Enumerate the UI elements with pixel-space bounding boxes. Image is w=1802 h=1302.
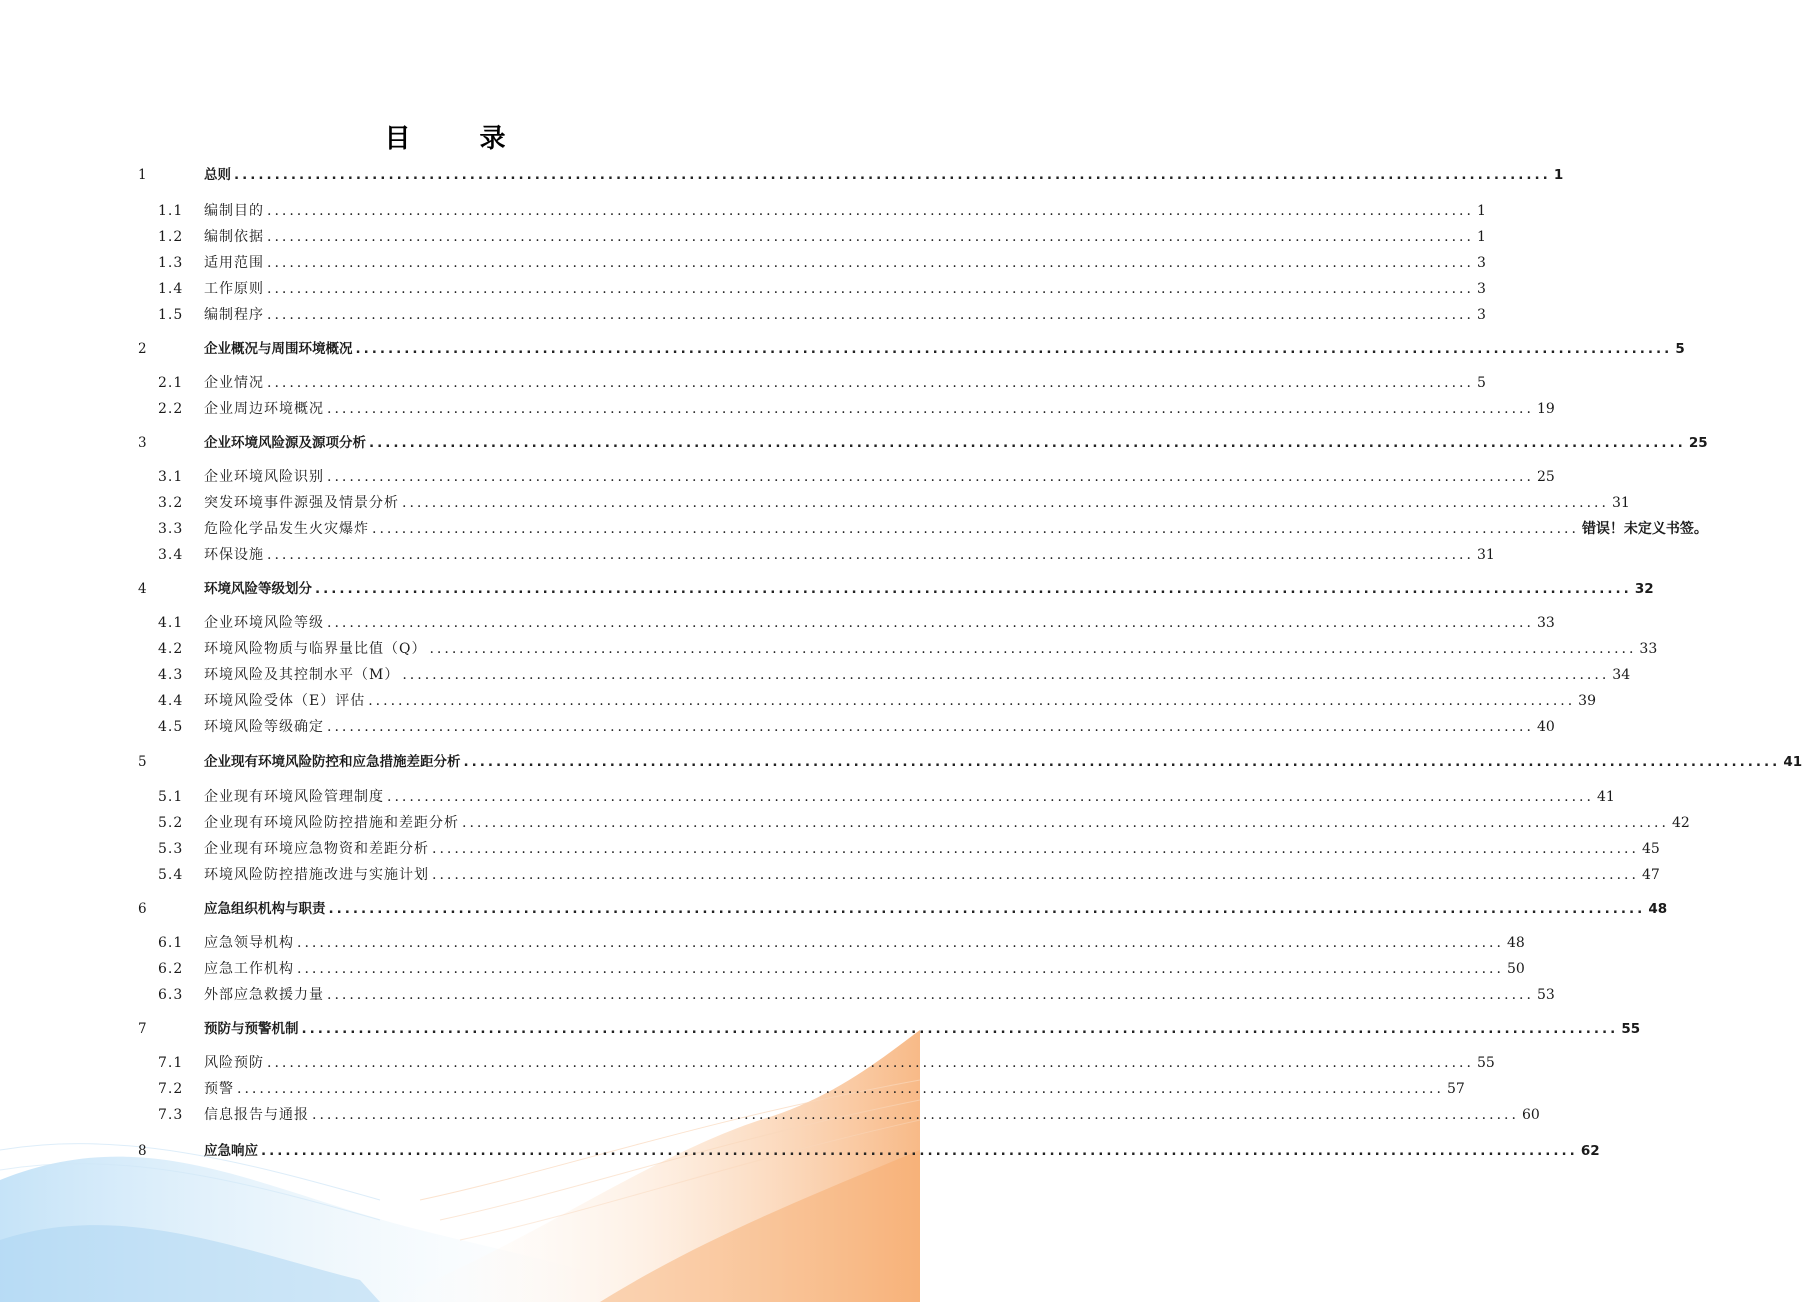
toc-dot-leader: ..................................................................................................................................................................: [387, 789, 1594, 805]
toc-dot-leader: ..................................................................................................................................................................: [327, 469, 1534, 485]
toc-entry-title: 环境风险等级划分: [204, 581, 312, 597]
toc-entry[interactable]: [138, 747, 1802, 771]
toc-dot-leader: ..................................................................................................................................................................: [327, 719, 1534, 735]
toc-entry-page: 1: [1476, 203, 1486, 219]
toc-entry-title: 编制依据: [204, 229, 264, 245]
toc-entry[interactable]: [138, 660, 1631, 684]
toc-entry[interactable]: [138, 160, 1564, 184]
toc-dot-leader: ..................................................................................................................................................................: [355, 341, 1673, 357]
toc-entry[interactable]: [138, 1136, 1600, 1160]
toc-entry-page: 47: [1641, 867, 1660, 883]
toc-entry-page: 55: [1476, 1055, 1495, 1071]
toc-dot-leader: ..................................................................................................................................................................: [372, 521, 1579, 537]
toc-entry-title: 企业环境风险等级: [204, 615, 324, 631]
toc-entry-number: 1.1: [158, 203, 184, 219]
toc-entry-page: 33: [1536, 615, 1555, 631]
toc-entry-number: 4.1: [158, 615, 184, 631]
toc-entry[interactable]: [138, 488, 1630, 512]
toc-entry-title: 企业情况: [204, 375, 264, 391]
toc-entry-number: 1: [138, 167, 147, 183]
toc-entry-page: 40: [1536, 719, 1555, 735]
toc-entry-title: 企业环境风险识别: [204, 469, 324, 485]
toc-entry-number: 4.4: [158, 693, 184, 709]
toc-dot-leader: ..................................................................................................................................................................: [312, 1107, 1519, 1123]
toc-dot-leader: ..................................................................................................................................................................: [267, 1055, 1474, 1071]
toc-entry-page: 53: [1536, 987, 1555, 1003]
toc-entry-title: 环境风险防控措施改进与实施计划: [204, 867, 429, 883]
toc-entry-number: 4.3: [158, 667, 184, 683]
toc-dot-leader: ..................................................................................................................................................................: [267, 307, 1474, 323]
toc-entry-page: 42: [1671, 815, 1690, 831]
toc-entry[interactable]: [138, 686, 1596, 710]
toc-entry-number: 1.5: [158, 307, 184, 323]
toc-entry-title: 工作原则: [204, 281, 264, 297]
toc-entry-number: 7.3: [158, 1107, 184, 1123]
toc-entry-title: 风险预防: [204, 1055, 264, 1071]
toc-entry-page: 34: [1612, 667, 1631, 683]
toc-entry-number: 3: [138, 435, 147, 451]
toc-entry-title: 外部应急救援力量: [204, 987, 324, 1003]
toc-entry-title: 编制程序: [204, 307, 264, 323]
toc-dot-leader: ..................................................................................................................................................................: [297, 935, 1504, 951]
toc-dot-leader: ..................................................................................................................................................................: [369, 435, 1686, 451]
toc-entry-number: 6: [138, 901, 147, 917]
toc-entry-title: 预防与预警机制: [204, 1021, 299, 1037]
toc-entry-title: 预警: [204, 1081, 234, 1097]
toc-entry-page: 5: [1675, 341, 1685, 357]
toc-entry[interactable]: [138, 894, 1668, 918]
toc-entry-title: 环保设施: [204, 547, 264, 563]
toc-entry-title: 企业现有环境风险管理制度: [204, 789, 384, 805]
toc-entry[interactable]: [138, 196, 1486, 220]
toc-entry[interactable]: [138, 782, 1615, 806]
toc-entry-title: 环境风险受体（E）评估: [204, 693, 366, 709]
toc-entry[interactable]: [138, 540, 1495, 564]
toc-entry[interactable]: [138, 808, 1690, 832]
toc-entry-number: 3.4: [158, 547, 184, 563]
toc-entry-title: 总则: [204, 167, 231, 183]
toc-entry[interactable]: [138, 1074, 1465, 1098]
toc-entry-number: 3.1: [158, 469, 184, 485]
toc-dot-leader: ..................................................................................................................................................................: [301, 1021, 1619, 1037]
toc-dot-leader: ..................................................................................................................................................................: [267, 229, 1474, 245]
toc-dot-leader: ..................................................................................................................................................................: [315, 581, 1632, 597]
toc-entry-page: 3: [1476, 307, 1486, 323]
toc-entry-title: 环境风险等级确定: [204, 719, 324, 735]
toc-dot-leader: ..................................................................................................................................................................: [327, 401, 1534, 417]
toc-entry-title: 企业周边环境概况: [204, 401, 324, 417]
toc-entry[interactable]: [138, 608, 1555, 632]
toc-dot-leader: ..................................................................................................................................................................: [267, 547, 1474, 563]
toc-entry-number: 6.3: [158, 987, 184, 1003]
toc-dot-leader: ..................................................................................................................................................................: [327, 987, 1534, 1003]
toc-dot-leader: ..................................................................................................................................................................: [267, 375, 1474, 391]
toc-entry-page: 32: [1634, 581, 1654, 597]
toc-entry[interactable]: [138, 394, 1555, 418]
toc-entry-title: 企业环境风险源及源项分析: [204, 435, 366, 451]
toc-dot-leader: ..................................................................................................................................................................: [261, 1143, 1578, 1159]
toc-entry-number: 1.2: [158, 229, 184, 245]
toc-entry-title: 环境风险及其控制水平（M）: [204, 667, 400, 683]
toc-entry-number: 6.2: [158, 961, 184, 977]
toc-entry-title: 企业概况与周围环境概况: [204, 341, 353, 357]
toc-entry-page: 62: [1580, 1143, 1600, 1159]
toc-dot-leader: ..................................................................................................................................................................: [368, 693, 1576, 709]
toc-entry-page: 19: [1536, 401, 1555, 417]
toc-entry[interactable]: [138, 574, 1654, 598]
toc-entry-number: 1.4: [158, 281, 184, 297]
toc-entry-title: 信息报告与通报: [204, 1107, 309, 1123]
toc-entry[interactable]: [138, 368, 1486, 392]
toc-entry-page: 41: [1783, 754, 1802, 770]
toc-entry-number: 4.2: [158, 641, 184, 657]
toc-entry[interactable]: [138, 1100, 1540, 1124]
toc-entry-number: 7.2: [158, 1081, 184, 1097]
toc-dot-leader: ..................................................................................................................................................................: [267, 281, 1474, 297]
toc-entry[interactable]: [138, 274, 1486, 298]
toc-entry-page: 25: [1536, 469, 1555, 485]
toc-entry-page: 1: [1553, 167, 1564, 183]
toc-entry-title: 应急工作机构: [204, 961, 294, 977]
toc-entry-page: 41: [1596, 789, 1615, 805]
toc-entry-number: 1.3: [158, 255, 184, 271]
toc-entry-number: 2.2: [158, 401, 184, 417]
toc-entry-number: 5.4: [158, 867, 184, 883]
toc-dot-leader: ..................................................................................................................................................................: [234, 167, 1551, 183]
toc-entry-number: 3.2: [158, 495, 184, 511]
toc-entry-number: 2: [138, 341, 147, 357]
toc-dot-leader: ..................................................................................................................................................................: [327, 615, 1534, 631]
toc-entry-title: 危险化学品发生火灾爆炸: [204, 521, 369, 537]
toc-entry-page: 55: [1621, 1021, 1641, 1037]
toc-dot-leader: ..................................................................................................................................................................: [432, 867, 1639, 883]
toc-dot-leader: ..................................................................................................................................................................: [267, 255, 1474, 271]
toc-entry-number: 4: [138, 581, 147, 597]
toc-entry[interactable]: [138, 222, 1486, 246]
toc-entry-page: 5: [1476, 375, 1486, 391]
toc-entry-page: 50: [1506, 961, 1525, 977]
toc-title: 目 录: [384, 124, 536, 154]
toc-entry-title: 编制目的: [204, 203, 264, 219]
toc-entry-page: 3: [1476, 281, 1486, 297]
toc-entry-number: 5.3: [158, 841, 184, 857]
toc-entry-page: 33: [1639, 641, 1658, 657]
toc-entry-page: 1: [1476, 229, 1486, 245]
toc-entry-number: 5.1: [158, 789, 184, 805]
toc-entry[interactable]: [138, 462, 1555, 486]
toc-entry[interactable]: [138, 1048, 1495, 1072]
toc-entry-title: 环境风险物质与临界量比值（Q）: [204, 641, 427, 657]
toc-entry-number: 8: [138, 1143, 147, 1159]
toc-entry-title: 适用范围: [204, 255, 264, 271]
toc-dot-leader: ..................................................................................................................................................................: [432, 841, 1639, 857]
toc-entry-number: 5.2: [158, 815, 184, 831]
toc-dot-leader: ..................................................................................................................................................................: [237, 1081, 1444, 1097]
toc-entry-page: 45: [1641, 841, 1660, 857]
toc-entry-page: 31: [1611, 495, 1630, 511]
toc-entry[interactable]: [138, 334, 1685, 358]
toc-entry-number: 4.5: [158, 719, 184, 735]
toc-dot-leader: ..................................................................................................................................................................: [463, 754, 1781, 770]
toc-entry-title: 突发环境事件源强及情景分析: [204, 495, 399, 511]
toc-entry-title: 企业现有环境风险防控和应急措施差距分析: [204, 754, 461, 770]
toc-entry-number: 6.1: [158, 935, 184, 951]
toc-entry-page: 3: [1476, 255, 1486, 271]
toc-entry[interactable]: [138, 248, 1486, 272]
toc-dot-leader: ..................................................................................................................................................................: [297, 961, 1504, 977]
toc-entry-title: 企业现有环境应急物资和差距分析: [204, 841, 429, 857]
toc-entry-number: 3.3: [158, 521, 184, 537]
toc-entry-title: 应急响应: [204, 1143, 258, 1159]
toc-entry-page: 48: [1648, 901, 1668, 917]
toc-dot-leader: ..................................................................................................................................................................: [267, 203, 1474, 219]
toc-entry[interactable]: [138, 980, 1555, 1004]
toc-entry-page-error: 错误！未定义书签。: [1581, 521, 1708, 537]
toc-entry-title: 应急组织机构与职责: [204, 901, 326, 917]
toc-entry-page: 57: [1446, 1081, 1465, 1097]
toc-entry-page: 48: [1506, 935, 1525, 951]
toc-entry[interactable]: [138, 954, 1525, 978]
toc-entry-page: 31: [1476, 547, 1495, 563]
toc-entry-number: 7: [138, 1021, 147, 1037]
toc-entry[interactable]: [138, 514, 1708, 538]
toc-entry[interactable]: [138, 634, 1658, 658]
toc-entry-number: 7.1: [158, 1055, 184, 1071]
toc-entry-page: 60: [1521, 1107, 1540, 1123]
toc-entry-number: 5: [138, 754, 147, 770]
toc-dot-leader: ..................................................................................................................................................................: [462, 815, 1669, 831]
toc-entry-page: 25: [1688, 435, 1708, 451]
toc-dot-leader: ..................................................................................................................................................................: [402, 667, 1610, 683]
toc-entry-number: 2.1: [158, 375, 184, 391]
toc-entry-title: 企业现有环境风险防控措施和差距分析: [204, 815, 459, 831]
toc-entry-page: 39: [1578, 693, 1596, 709]
toc-entry[interactable]: [138, 860, 1660, 884]
toc-dot-leader: ..................................................................................................................................................................: [402, 495, 1609, 511]
toc-entry[interactable]: [138, 428, 1708, 452]
toc-entry[interactable]: [138, 834, 1660, 858]
toc-entry[interactable]: [138, 712, 1555, 736]
toc-entry-title: 应急领导机构: [204, 935, 294, 951]
toc-entry[interactable]: [138, 300, 1486, 324]
toc-dot-leader: ..................................................................................................................................................................: [328, 901, 1646, 917]
toc-entry[interactable]: [138, 1014, 1641, 1038]
toc-entry[interactable]: [138, 928, 1525, 952]
toc-dot-leader: ..................................................................................................................................................................: [429, 641, 1637, 657]
